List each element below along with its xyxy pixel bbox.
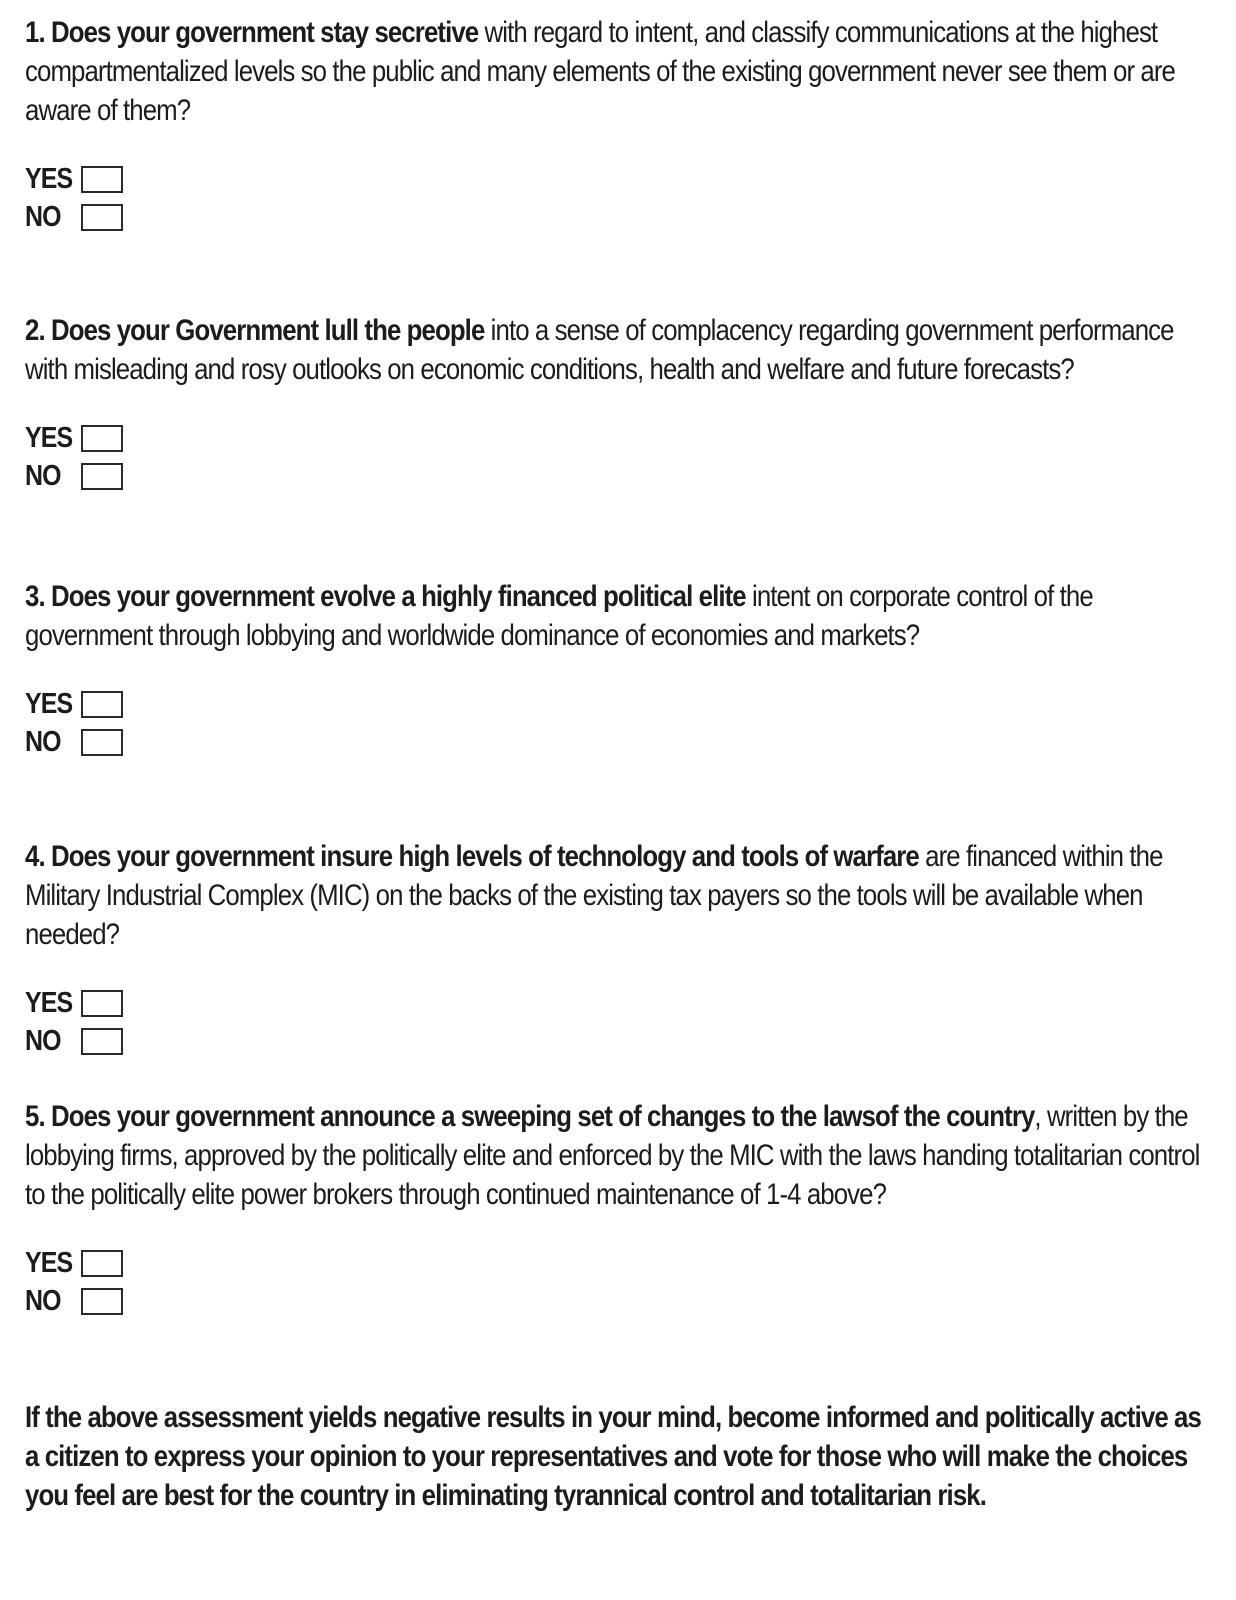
no-label: NO	[25, 200, 61, 233]
question-body: , written by the lobbying firms, approved by the politically elite and enforced by the MIC with the laws handing totalitarian control to the politically elite power brokers through continued maintenance of 1-4 above?	[25, 1100, 1200, 1211]
question-emphasis: Does your government stay secretive	[50, 16, 479, 49]
no-checkbox[interactable]	[81, 729, 123, 756]
yes-label: YES	[25, 162, 73, 195]
question-text	[25, 837, 1220, 954]
no-label: NO	[25, 725, 61, 758]
yes-label: YES	[25, 1246, 73, 1279]
no-label: NO	[25, 1284, 61, 1317]
answer-options	[25, 1244, 1220, 1320]
question-text	[25, 13, 1220, 130]
yes-option	[25, 984, 1220, 1022]
closing-section	[25, 1398, 1220, 1515]
question-body: with regard to intent, and classify communications at the highest compartmentalized levels so the public and many elements of the existing government never see them or are aware of them?	[25, 16, 1175, 127]
yes-label: YES	[25, 687, 73, 720]
question-emphasis: Does your government insure high levels of technology and tools of warfare	[50, 840, 919, 873]
no-checkbox[interactable]	[81, 1288, 123, 1315]
yes-option	[25, 160, 1220, 198]
no-option	[25, 1282, 1220, 1320]
answer-options	[25, 160, 1220, 236]
no-label: NO	[25, 459, 61, 492]
no-checkbox[interactable]	[81, 463, 123, 490]
yes-label: YES	[25, 421, 73, 454]
no-option	[25, 457, 1220, 495]
question-emphasis: Does your government evolve a highly financed political elite	[50, 580, 746, 613]
question-number: 5.	[25, 1100, 45, 1133]
yes-label: YES	[25, 986, 73, 1019]
no-label: NO	[25, 1024, 61, 1057]
question-number: 1.	[25, 16, 45, 49]
yes-option	[25, 1244, 1220, 1282]
answer-options	[25, 984, 1220, 1060]
question-3	[25, 577, 1220, 761]
closing-paragraph: If the above assessment yields negative results in your mind, become informed and politically active as a citizen to express your opinion to your representatives and vote for those who will make the choices you feel are best for the country in eliminating tyrannical control and totalitarian risk.	[25, 1401, 1201, 1512]
question-text	[25, 577, 1220, 655]
question-5	[25, 1097, 1220, 1320]
question-1	[25, 13, 1220, 236]
no-option	[25, 723, 1220, 761]
question-text	[25, 1097, 1220, 1214]
question-number: 2.	[25, 314, 45, 347]
yes-option	[25, 419, 1220, 457]
question-body: intent on corporate control of the government through lobbying and worldwide dominance of economies and markets?	[25, 580, 1093, 652]
answer-options	[25, 685, 1220, 761]
question-number: 3.	[25, 580, 45, 613]
question-text	[25, 311, 1220, 389]
yes-checkbox[interactable]	[81, 1250, 123, 1277]
question-body: into a sense of complacency regarding government performance with misleading and rosy outlooks on economic conditions, health and welfare and future forecasts?	[25, 314, 1174, 386]
question-4	[25, 837, 1220, 1060]
question-emphasis: Does your government announce a sweeping set of changes to the lawsof the country	[50, 1100, 1035, 1133]
question-body: are financed within the Military Industrial Complex (MIC) on the backs of the existing tax payers so the tools will be available when needed?	[25, 840, 1163, 951]
no-checkbox[interactable]	[81, 1028, 123, 1055]
question-number: 4.	[25, 840, 45, 873]
yes-checkbox[interactable]	[81, 166, 123, 193]
no-option	[25, 1022, 1220, 1060]
yes-checkbox[interactable]	[81, 990, 123, 1017]
yes-checkbox[interactable]	[81, 425, 123, 452]
no-option	[25, 198, 1220, 236]
no-checkbox[interactable]	[81, 204, 123, 231]
question-emphasis: Does your Government lull the people	[50, 314, 485, 347]
yes-checkbox[interactable]	[81, 691, 123, 718]
question-2	[25, 311, 1220, 495]
answer-options	[25, 419, 1220, 495]
yes-option	[25, 685, 1220, 723]
